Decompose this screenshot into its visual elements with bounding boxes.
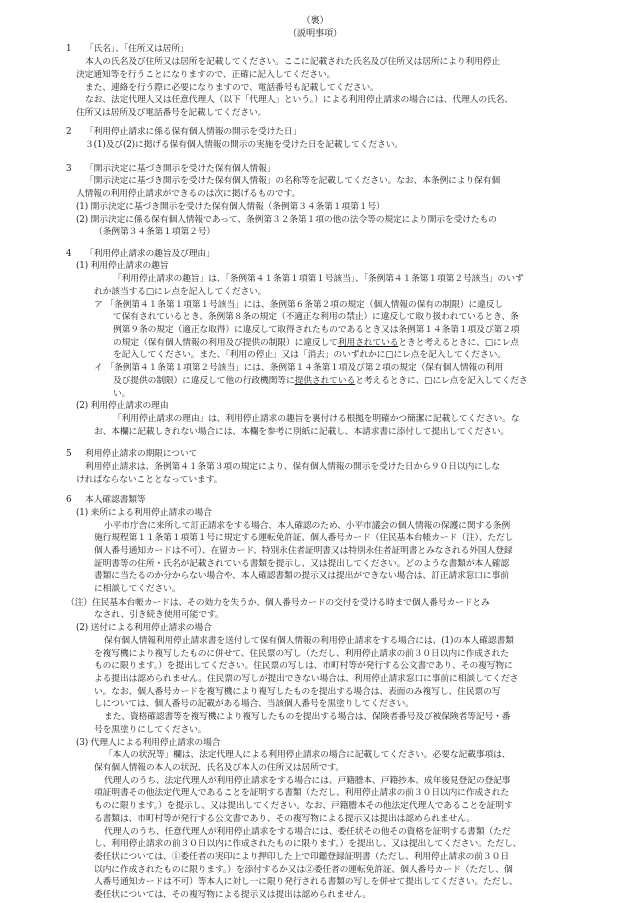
paragraph-line: 小平市庁舎に来所して訂正請求をする場合、本人確認のため、小平市議会の個人情報の保護に関する条例 (104, 520, 511, 531)
paragraph-line (113, 337, 519, 350)
paragraph-line: お、本欄に記載しきれない場合には、本欄を参考に別紙に記載し、本請求書に添付して提出してください。 (94, 426, 510, 437)
section-number: 3 (66, 163, 72, 174)
subsection-heading: (2) 送付による利用停止請求の場合 (76, 623, 212, 634)
paragraph-line: れか該当する□にレ点を記入してください。 (94, 286, 267, 297)
section-heading: 「利用停止請求に係る保有個人情報の開示を受けた日」 (85, 127, 302, 138)
paragraph-line: また、連絡を行う際に必要になりますので、電話番号も記載してください。 (85, 82, 379, 93)
paragraph-line: て保有されているとき、条例第８条の規定（不適正な利用の禁止）に違反して取り扱われているとき、条 (113, 312, 519, 323)
section-number: 4 (66, 248, 72, 259)
paragraph-line: 例第９条の規定（適正な取得）に違反して取得されたものであるとき又は条例第１４条第１項及び第２項 (113, 324, 520, 335)
paragraph-line: ３(1)及び(2)に掲げる保有個人情報の開示の実施を受けた日を記載してください。 (85, 140, 404, 151)
note-line: （注）住民基本台帳カードは、その効力を失うか、個人番号カードの交付を受ける時まで個人番号カードとみ (66, 597, 490, 608)
paragraph-line: 証明書等の住所・氏名が記載されている書類を提示し、又は提出してください。どのような書類が本人確認 (94, 558, 510, 569)
section-heading: 利用停止請求の期限について (85, 449, 198, 460)
paragraph-line: しについては、個人番号の記載がある場合、当該個人番号を黒塗りしてください。 (94, 699, 414, 710)
section-number: 1 (66, 44, 72, 55)
paragraph-line (113, 375, 528, 388)
section-heading: 本人確認書類等 (85, 495, 146, 505)
page-title: （説明事項） (287, 27, 343, 39)
section-number: 5 (66, 449, 72, 460)
list-item: (1) 開示決定に基づき開示を受けた保有個人情報（条例第３４条第１項第１号） (76, 201, 385, 212)
section-heading: 「氏名」、「住所又は居所」 (85, 44, 189, 55)
paragraph-line: 個人番号通知カードは不可）、在留カード、特別永住者証明書又は特別永住者証明書とみなされる外国人登録 (94, 545, 513, 556)
paragraph-line: 代理人のうち、法定代理人が利用停止請求をする場合には、戸籍謄本、戸籍抄本、成年後見登記の登記事 (104, 775, 511, 786)
paragraph-line: 代理人のうち、任意代理人が利用停止請求をする場合には、委任状その他その資格を証明する書類（ただ (104, 826, 511, 837)
paragraph-line: 利用停止請求は、条例第４１条第３項の規定により、保有個人情報の開示を受けた日から９０日以内にしな (85, 461, 501, 472)
text-run: と考えるときに、□にレ点を記入してくださ (355, 375, 528, 386)
paragraph-line: 「利用停止請求の趣旨」は、「条例第４１条第１項第１号該当」、「条例第４１条第１項第２号該当」のいず (113, 274, 524, 285)
section-heading: 「開示決定に基づき開示を受けた保有個人情報」 (85, 163, 276, 174)
paragraph-line: い。 (113, 388, 131, 399)
paragraph-line: （条例第３４条第１項第２号） (94, 227, 216, 238)
section-number: 6 (66, 495, 72, 505)
subsection-heading: (2) 利用停止請求の理由 (76, 401, 169, 412)
section-number: 2 (66, 127, 72, 138)
paragraph-line: よる提出は認められません。住民票の写しが提出できない場合は、利用停止請求窓口に事前に相談してくださ (94, 673, 519, 684)
subsection-heading: (1) 利用停止請求の趣旨 (76, 261, 169, 272)
paragraph-line: 「開示決定に基づき開示を受けた保有個人情報」の名称等を記載してください。なお、本条例により保有個 (85, 176, 501, 187)
underlined-text: 利用されている (337, 337, 399, 348)
paragraph-line: を記入してください。また、「利用の停止」又は「消去」のいずれかに□にレ点を記入してください。 (113, 350, 506, 361)
list-item: (2) 開示決定に係る保有個人情報であって、条例第３２条第１項の他の法令等の規定により開示を受けたもの (76, 214, 497, 225)
paragraph-line: い。なお、個人番号カードを複写機により複写したものを提出する場合は、表面のみ複写し、住民票の写 (94, 686, 501, 697)
text-run: の規定（保有個人情報の利用及び提供の制限）に違反して (113, 337, 338, 348)
paragraph-line: ければならないこととなっています。 (76, 474, 223, 485)
paragraph-line: 保有個人情報利用停止請求書を送付して保有個人情報の利用停止請求をする場合には、(1)の本人確認書類 (104, 635, 514, 646)
paragraph-line: 住所又は居所及び電話番号を記載してください。 (76, 107, 267, 118)
paragraph-line: 項証明書その他法定代理人であることを証明する書類（ただし、利用停止請求の前３０日以内に作成された (94, 788, 510, 799)
paragraph-line: 委任状については、その複写物による提示又は提出は認められません。 (94, 890, 372, 900)
text-run: ときと考えるときに、□にレ点 (398, 337, 519, 348)
paragraph-line: 「利用停止請求の理由」は、利用停止請求の趣旨を裏付ける根拠を明確かつ簡潔に記載してください。な (113, 413, 520, 424)
subsection-heading: (3) 代理人による利用停止請求の場合 (76, 737, 221, 748)
paragraph-line: 人番号通知カードは不可）等本人に対し一に限り発行される書類の写しを併せて提出してください。ただし、 (94, 877, 518, 888)
paragraph-line: 本人の氏名及び住所又は居所を記載してください。ここに記載された氏名及び住所又は居所により利用停止 (85, 57, 501, 68)
paragraph-line: 「本人の状況等」欄は、法定代理人による利用停止請求の場合に記載してください。必要な記載事項は、 (104, 750, 511, 761)
paragraph-line: 施行規程第１１条第１項第１号に規定する運転免許証、個人番号カード（住民基本台帳カード（注）、ただし (94, 533, 514, 544)
paragraph-line: 保有個人情報の本人の状況、氏名及び本人の住所又は居所です。 (94, 762, 345, 773)
paragraph-line: し、利用停止請求の前３０日以内に作成されたものに限ります。）を提出し、又は提出してください。ただし、 (94, 839, 522, 850)
underlined-text: 提供されている (294, 375, 356, 386)
paragraph-line: 決定通知等を行うことになりますので、正確に記入してください。 (76, 69, 336, 80)
paragraph-line: 以内に作成されたものに限ります。）を添付するか又は②委任者の運転免許証、個人番号カード（ただし、個 (94, 864, 513, 875)
section-heading: 「利用停止請求の趣旨及び理由」 (85, 248, 215, 259)
paragraph-line: 号を黒塗りにしてください。 (94, 724, 207, 735)
paragraph-line: 書類に当たるのか分からない場合や、本人確認書類の提示又は提出ができない場合は、訂正請求窓口に事前 (94, 571, 509, 582)
note-line: なされ、引き続き使用可能です。 (94, 610, 224, 621)
paragraph-line: ア 「条例第４１条第１項第１号該当」には、条例第６条第２項の規定（個人情報の保有の制限）に違反し (94, 299, 504, 310)
paragraph-line: 委任状については、①委任者の実印により押印した上で印鑑登録証明書（ただし、利用停止請求の前３０日 (94, 851, 509, 862)
paragraph-line: また、資格確認書等を複写機により複写したものを提出する場合は、保険者番号及び被保険者等記号・番 (104, 712, 511, 723)
paragraph-line: ものに限ります。）を提出してください。住民票の写しは、市町村等が発行する公文書であり、その複写物に (94, 661, 513, 672)
paragraph-line: を複写機により複写したものに併せて、住民票の写し（ただし、利用停止請求の前３０日以内に作成された (94, 648, 509, 659)
paragraph-line: 人情報の利用停止請求ができるのは次に掲げるものです。 (76, 189, 301, 199)
paragraph-line: ものに限ります。）を提示し、又は提出してください。なお、戸籍謄本その他法定代理人であることを証明す (94, 801, 513, 811)
paragraph-line: イ 「条例第４１条第１項第２号該当」には、条例第１４条第１項及び第２項の規定（保有個人情報の利用 (94, 363, 504, 374)
subsection-heading: (1) 来所による利用停止請求の場合 (76, 507, 212, 518)
text-run: 及び提供の制限）に違反して他の行政機関等に (113, 375, 295, 386)
paragraph-line: に相談してください。 (94, 584, 181, 594)
paragraph-line: なお、法定代理人又は任意代理人（以下「代理人」という。）による利用停止請求の場合には、代理人の氏名、 (85, 95, 513, 106)
page-side-label: （裏） (301, 15, 329, 26)
paragraph-line: る書類は、市町村等が発行する公文書であり、その複写物による提示又は提出は認められません。 (94, 813, 475, 824)
